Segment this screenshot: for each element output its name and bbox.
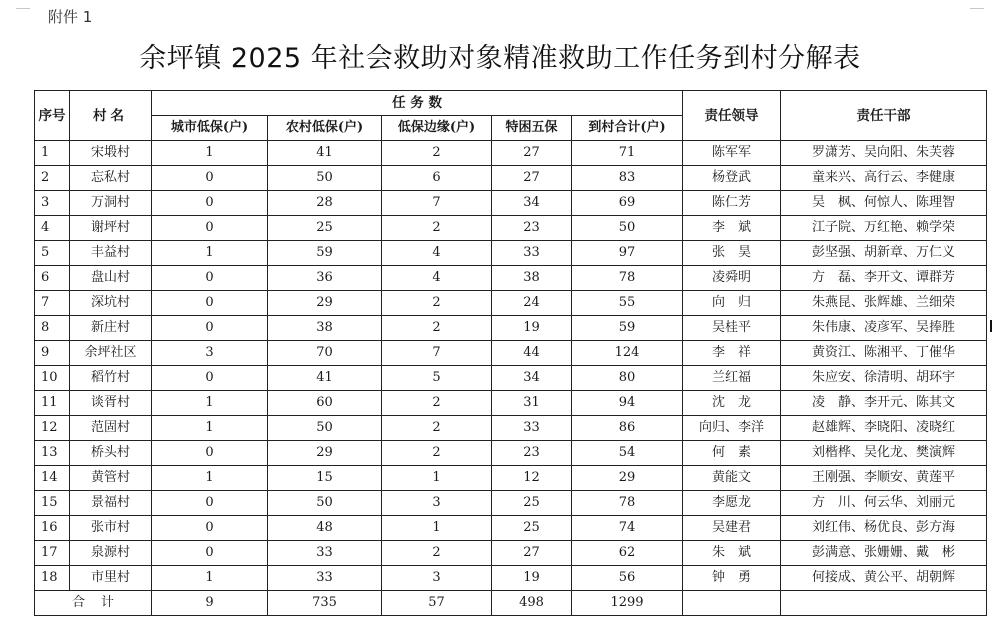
cell-dibao-edge: 1 <box>382 516 492 541</box>
cell-urban-dibao: 0 <box>152 316 268 341</box>
cell-rural-dibao: 36 <box>268 266 382 291</box>
document-title: 余坪镇 2025 年社会救助对象精准救助工作任务到村分解表 <box>139 43 861 74</box>
cell-village: 市里村 <box>70 566 152 591</box>
cell-dibao-edge: 2 <box>382 216 492 241</box>
cell-village: 谈胥村 <box>70 391 152 416</box>
cell-leader: 凌舜明 <box>683 266 781 291</box>
cell-tekun: 24 <box>492 291 572 316</box>
totals-tekun: 498 <box>492 591 572 616</box>
table-row <box>35 366 987 391</box>
cell-rural-dibao: 48 <box>268 516 382 541</box>
cell-index: 5 <box>35 241 70 266</box>
cell-leader: 向归、李洋 <box>683 416 781 441</box>
header-rural-dibao: 农村低保(户) <box>268 116 382 141</box>
table-row <box>35 466 987 491</box>
cell-dibao-edge: 2 <box>382 416 492 441</box>
cell-village-total: 74 <box>572 516 683 541</box>
totals-village-total: 1299 <box>572 591 683 616</box>
cell-tekun: 34 <box>492 191 572 216</box>
cell-dibao-edge: 4 <box>382 266 492 291</box>
cell-village: 黄管村 <box>70 466 152 491</box>
totals-urban: 9 <box>152 591 268 616</box>
cell-urban-dibao: 0 <box>152 491 268 516</box>
totals-edge: 57 <box>382 591 492 616</box>
cell-cadres: 彭坚强、胡新章、万仁义 <box>781 241 987 266</box>
table-row <box>35 341 987 366</box>
cell-cadres: 吴 枫、何惊人、陈理智 <box>781 191 987 216</box>
table-row <box>35 191 987 216</box>
cell-index: 9 <box>35 341 70 366</box>
cell-index: 8 <box>35 316 70 341</box>
cell-dibao-edge: 7 <box>382 341 492 366</box>
cell-tekun: 25 <box>492 516 572 541</box>
header-village-total: 到村合计(户) <box>572 116 683 141</box>
cell-village-total: 62 <box>572 541 683 566</box>
cell-leader: 李 斌 <box>683 216 781 241</box>
cell-leader: 兰红福 <box>683 366 781 391</box>
table-row <box>35 566 987 591</box>
cell-tekun: 38 <box>492 266 572 291</box>
cell-dibao-edge: 2 <box>382 441 492 466</box>
table-row <box>35 491 987 516</box>
cell-cadres: 赵雄辉、李晓阳、凌晓红 <box>781 416 987 441</box>
cell-rural-dibao: 70 <box>268 341 382 366</box>
cell-village: 宋塅村 <box>70 141 152 166</box>
table-row <box>35 216 987 241</box>
cell-rural-dibao: 28 <box>268 191 382 216</box>
cell-index: 3 <box>35 191 70 216</box>
cell-cadres: 何接成、黄公平、胡朝辉 <box>781 566 987 591</box>
page-edge-tick <box>990 320 992 332</box>
cell-urban-dibao: 1 <box>152 141 268 166</box>
table-row <box>35 241 987 266</box>
cell-cadres: 朱应安、徐清明、胡环宇 <box>781 366 987 391</box>
cell-cadres: 刘红伟、杨优良、彭方海 <box>781 516 987 541</box>
cell-leader: 沈 龙 <box>683 391 781 416</box>
cell-leader: 吴建君 <box>683 516 781 541</box>
cell-dibao-edge: 7 <box>382 191 492 216</box>
header-urban-dibao: 城市低保(户) <box>152 116 268 141</box>
cell-cadres: 江子院、万红艳、赖学荣 <box>781 216 987 241</box>
cell-index: 6 <box>35 266 70 291</box>
cell-leader: 陈军军 <box>683 141 781 166</box>
cell-dibao-edge: 1 <box>382 466 492 491</box>
cell-cadres: 刘楷桦、吴化龙、樊演辉 <box>781 441 987 466</box>
header-village: 村名 <box>70 91 152 141</box>
header-tekun: 特困五保 <box>492 116 572 141</box>
cell-urban-dibao: 3 <box>152 341 268 366</box>
cell-dibao-edge: 3 <box>382 566 492 591</box>
task-breakdown-table <box>34 90 987 616</box>
cell-village: 深坑村 <box>70 291 152 316</box>
cell-village-total: 55 <box>572 291 683 316</box>
cell-tekun: 31 <box>492 391 572 416</box>
cell-index: 13 <box>35 441 70 466</box>
cell-dibao-edge: 3 <box>382 491 492 516</box>
corner-crop-mark-right <box>970 8 984 9</box>
table-body <box>35 141 987 591</box>
cell-leader: 陈仁芳 <box>683 191 781 216</box>
table-footer <box>35 591 987 616</box>
cell-tekun: 33 <box>492 416 572 441</box>
cell-village-total: 78 <box>572 266 683 291</box>
cell-rural-dibao: 50 <box>268 166 382 191</box>
cell-rural-dibao: 50 <box>268 416 382 441</box>
cell-index: 4 <box>35 216 70 241</box>
cell-village-total: 97 <box>572 241 683 266</box>
cell-tekun: 27 <box>492 166 572 191</box>
cell-dibao-edge: 2 <box>382 316 492 341</box>
cell-tekun: 19 <box>492 316 572 341</box>
cell-village-total: 86 <box>572 416 683 441</box>
cell-index: 11 <box>35 391 70 416</box>
header-cadres: 责任干部 <box>781 91 987 141</box>
cell-cadres: 朱伟康、凌彦军、吴捧胜 <box>781 316 987 341</box>
cell-village: 新庄村 <box>70 316 152 341</box>
cell-dibao-edge: 2 <box>382 291 492 316</box>
cell-cadres: 方 川、何云华、刘丽元 <box>781 491 987 516</box>
totals-leader <box>683 591 781 616</box>
cell-leader: 钟 勇 <box>683 566 781 591</box>
cell-village-total: 50 <box>572 216 683 241</box>
cell-index: 18 <box>35 566 70 591</box>
cell-rural-dibao: 59 <box>268 241 382 266</box>
cell-village: 万洞村 <box>70 191 152 216</box>
header-leader: 责任领导 <box>683 91 781 141</box>
cell-cadres: 朱燕昆、张辉雄、兰细荣 <box>781 291 987 316</box>
cell-village: 余坪社区 <box>70 341 152 366</box>
cell-leader: 吴桂平 <box>683 316 781 341</box>
cell-rural-dibao: 41 <box>268 366 382 391</box>
cell-rural-dibao: 33 <box>268 566 382 591</box>
attachment-label: 附件 1 <box>48 8 93 26</box>
cell-rural-dibao: 60 <box>268 391 382 416</box>
cell-village: 张市村 <box>70 516 152 541</box>
cell-dibao-edge: 6 <box>382 166 492 191</box>
cell-urban-dibao: 1 <box>152 566 268 591</box>
cell-tekun: 25 <box>492 491 572 516</box>
header-row-top <box>35 91 987 116</box>
cell-leader: 张 昊 <box>683 241 781 266</box>
table-row <box>35 441 987 466</box>
cell-urban-dibao: 1 <box>152 466 268 491</box>
cell-leader: 李 祥 <box>683 341 781 366</box>
cell-index: 1 <box>35 141 70 166</box>
header-index: 序号 <box>35 91 70 141</box>
cell-village-total: 94 <box>572 391 683 416</box>
table-row <box>35 416 987 441</box>
cell-index: 12 <box>35 416 70 441</box>
cell-urban-dibao: 1 <box>152 391 268 416</box>
cell-rural-dibao: 41 <box>268 141 382 166</box>
cell-tekun: 23 <box>492 441 572 466</box>
table-row <box>35 316 987 341</box>
cell-village-total: 78 <box>572 491 683 516</box>
cell-village: 稻竹村 <box>70 366 152 391</box>
cell-tekun: 23 <box>492 216 572 241</box>
table-header <box>35 91 987 141</box>
cell-dibao-edge: 2 <box>382 141 492 166</box>
table-row <box>35 391 987 416</box>
cell-tekun: 27 <box>492 541 572 566</box>
cell-leader: 李愿龙 <box>683 491 781 516</box>
cell-urban-dibao: 1 <box>152 416 268 441</box>
cell-leader: 杨登武 <box>683 166 781 191</box>
cell-rural-dibao: 50 <box>268 491 382 516</box>
cell-tekun: 27 <box>492 141 572 166</box>
cell-urban-dibao: 0 <box>152 216 268 241</box>
cell-urban-dibao: 0 <box>152 266 268 291</box>
cell-village-total: 56 <box>572 566 683 591</box>
cell-urban-dibao: 0 <box>152 166 268 191</box>
cell-cadres: 王刚强、李顺安、黄莲平 <box>781 466 987 491</box>
table-row <box>35 291 987 316</box>
cell-village: 范固村 <box>70 416 152 441</box>
cell-tekun: 34 <box>492 366 572 391</box>
cell-index: 10 <box>35 366 70 391</box>
cell-index: 2 <box>35 166 70 191</box>
cell-tekun: 12 <box>492 466 572 491</box>
table-row <box>35 541 987 566</box>
cell-rural-dibao: 33 <box>268 541 382 566</box>
cell-leader: 向 归 <box>683 291 781 316</box>
cell-rural-dibao: 29 <box>268 291 382 316</box>
cell-cadres: 方 磊、李开文、谭群芳 <box>781 266 987 291</box>
cell-cadres: 童来兴、高行云、李健康 <box>781 166 987 191</box>
cell-rural-dibao: 15 <box>268 466 382 491</box>
cell-dibao-edge: 4 <box>382 241 492 266</box>
cell-village-total: 124 <box>572 341 683 366</box>
cell-village-total: 69 <box>572 191 683 216</box>
cell-village: 忘私村 <box>70 166 152 191</box>
cell-tekun: 44 <box>492 341 572 366</box>
cell-village-total: 59 <box>572 316 683 341</box>
cell-village: 谢坪村 <box>70 216 152 241</box>
cell-cadres: 罗潇芳、吴向阳、朱芙蓉 <box>781 141 987 166</box>
cell-index: 17 <box>35 541 70 566</box>
totals-row <box>35 591 987 616</box>
cell-cadres: 黄资江、陈湘平、丁催华 <box>781 341 987 366</box>
cell-rural-dibao: 29 <box>268 441 382 466</box>
cell-urban-dibao: 1 <box>152 241 268 266</box>
cell-urban-dibao: 0 <box>152 541 268 566</box>
cell-village-total: 29 <box>572 466 683 491</box>
header-tasks-group: 任 务 数 <box>152 91 683 116</box>
cell-index: 7 <box>35 291 70 316</box>
cell-leader: 黄能文 <box>683 466 781 491</box>
cell-urban-dibao: 0 <box>152 441 268 466</box>
totals-cadres <box>781 591 987 616</box>
cell-index: 15 <box>35 491 70 516</box>
cell-index: 14 <box>35 466 70 491</box>
cell-cadres: 凌 静、李开元、陈其文 <box>781 391 987 416</box>
cell-urban-dibao: 0 <box>152 366 268 391</box>
table-row <box>35 141 987 166</box>
table-row <box>35 266 987 291</box>
cell-urban-dibao: 0 <box>152 191 268 216</box>
cell-dibao-edge: 2 <box>382 541 492 566</box>
cell-cadres: 彭满意、张姗姗、戴 彬 <box>781 541 987 566</box>
cell-urban-dibao: 0 <box>152 516 268 541</box>
cell-leader: 何 素 <box>683 441 781 466</box>
cell-village: 景福村 <box>70 491 152 516</box>
cell-village: 桥头村 <box>70 441 152 466</box>
cell-village-total: 83 <box>572 166 683 191</box>
cell-village: 泉源村 <box>70 541 152 566</box>
cell-village: 丰益村 <box>70 241 152 266</box>
cell-rural-dibao: 25 <box>268 216 382 241</box>
cell-tekun: 19 <box>492 566 572 591</box>
cell-tekun: 33 <box>492 241 572 266</box>
cell-village-total: 71 <box>572 141 683 166</box>
corner-crop-mark-left <box>16 8 30 9</box>
cell-index: 16 <box>35 516 70 541</box>
cell-village-total: 80 <box>572 366 683 391</box>
totals-rural: 735 <box>268 591 382 616</box>
cell-village: 盘山村 <box>70 266 152 291</box>
cell-dibao-edge: 5 <box>382 366 492 391</box>
cell-dibao-edge: 2 <box>382 391 492 416</box>
header-dibao-edge: 低保边缘(户) <box>382 116 492 141</box>
table-row <box>35 166 987 191</box>
cell-leader: 朱 斌 <box>683 541 781 566</box>
table-row <box>35 516 987 541</box>
totals-label: 合计 <box>35 591 152 616</box>
cell-rural-dibao: 38 <box>268 316 382 341</box>
cell-urban-dibao: 0 <box>152 291 268 316</box>
cell-village-total: 54 <box>572 441 683 466</box>
